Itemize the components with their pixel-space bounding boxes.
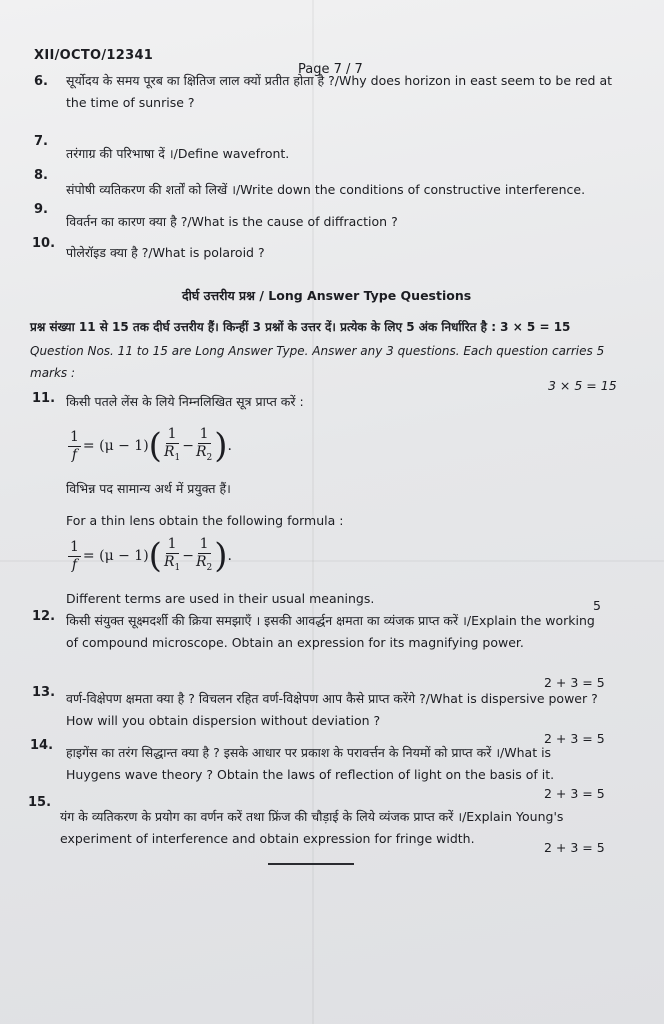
formula-numerator: 1 — [167, 426, 177, 442]
formula-numerator: 1 — [199, 536, 209, 552]
formula-period: . — [227, 548, 232, 565]
question-number: 6. — [34, 74, 48, 89]
formula-numerator: 1 — [167, 536, 177, 552]
section-instruction-hindi: प्रश्न संख्या 11 से 15 तक दीर्घ उत्तरीय हैं। किन्हीं 3 प्रश्नों के उत्तर दें। प्रत्येक के लिए 5 अंक निर्धारित है : 3 × 5 = 15 — [30, 320, 571, 334]
question-number: 10. — [32, 236, 56, 251]
formula-subscript: 2 — [206, 562, 213, 573]
formula-numerator: 1 — [70, 538, 79, 555]
question-text: सूर्योदय के समय पूरब का क्षितिज लाल क्यों प्रतीत होता है ?/Why does horizon in east seem to be red at the time of sunrise ? — [66, 73, 613, 110]
question-text: पोलेरॉइड क्या है ?/What is polaroid ? — [66, 245, 265, 260]
formula-paren-open: ( — [148, 426, 162, 467]
formula-subscript: 1 — [174, 562, 181, 573]
section-instruction-english: Question Nos. 11 to 15 are Long Answer Type. Answer any 3 questions. Each question carries 5 marks : — [30, 344, 605, 380]
question-text: हाइगेंस का तरंग सिद्धान्त क्या है ? इसके आधार पर प्रकाश के परावर्त्तन के नियमों को प्राप्त करें ।/What is Huygens wave theory ? Obtain the laws of reflection of light on the basis of it. — [66, 745, 555, 782]
formula-denominator: f — [71, 446, 78, 463]
lens-formula-english — [66, 536, 232, 577]
question-marks: 2 + 3 = 5 — [544, 731, 605, 746]
paper-code: XII/OCTO/12341 — [34, 48, 154, 63]
question-number: 7. — [34, 134, 48, 149]
page-number: Page 7 / 7 — [298, 62, 363, 77]
section-marks: 3 × 5 = 15 — [548, 378, 617, 393]
formula-r-symbol: R — [195, 554, 207, 570]
question-marks: 2 + 3 = 5 — [544, 840, 605, 855]
question-marks: 2 + 3 = 5 — [544, 675, 605, 690]
formula-subscript: 2 — [206, 452, 213, 463]
question-text: विवर्तन का कारण क्या है ?/What is the cause of diffraction ? — [66, 214, 398, 229]
formula-r2-fraction — [196, 426, 212, 467]
formula-r1-fraction — [164, 536, 180, 577]
question-number: 8. — [34, 168, 48, 183]
section-heading: दीर्घ उत्तरीय प्रश्न / Long Answer Type Questions — [182, 288, 472, 303]
question-number: 9. — [34, 202, 48, 217]
formula-lhs — [68, 539, 81, 574]
question-text: संपोषी व्यतिकरण की शर्तों को लिखें ।/Write down the conditions of constructive interference. — [66, 182, 586, 197]
question-number: 12. — [32, 609, 56, 624]
question-text: वर्ण-विक्षेपण क्षमता क्या है ? विचलन रहित वर्ण-विक्षेपण आप कैसे प्राप्त करेंगे ?/What is dispersive power ? How will you obtain dispersion without deviation ? — [66, 691, 598, 728]
question-number: 15. — [28, 795, 52, 810]
formula-paren-open: ( — [148, 536, 162, 577]
formula-subscript: 1 — [174, 452, 181, 463]
question-text: किसी पतले लेंस के लिये निम्नलिखित सूत्र प्राप्त करें : — [66, 394, 304, 409]
formula-mu-term: = (μ − 1) — [82, 548, 149, 565]
question-text-english: For a thin lens obtain the following formula : — [66, 513, 344, 528]
formula-paren-close: ) — [214, 536, 228, 577]
formula-lhs — [68, 429, 81, 464]
question-text: किसी संयुक्त सूक्ष्मदर्शी की क्रिया समझाएँ । इसकी आवर्द्धन क्षमता का व्यंजक प्राप्त करें ।/Explain the working of compound microscope. Obtain an expression for its magnifying power. — [66, 613, 595, 650]
question-note-hindi: विभिन्न पद सामान्य अर्थ में प्रयुक्त हैं। — [66, 481, 231, 496]
question-number: 14. — [30, 738, 54, 753]
formula-r-symbol: R — [163, 554, 175, 570]
formula-period: . — [227, 438, 232, 455]
formula-r-symbol: R — [195, 444, 207, 460]
question-marks: 5 — [593, 598, 601, 613]
formula-denominator: f — [71, 556, 78, 573]
question-number: 11. — [32, 391, 56, 406]
formula-minus: − — [182, 548, 194, 565]
formula-r1-fraction — [164, 426, 180, 467]
question-text: यंग के व्यतिकरण के प्रयोग का वर्णन करें तथा फ्रिंज की चौड़ाई के लिये व्यंजक प्राप्त करें ।/Explain Young's experiment of interference and obtain expression for fringe width. — [60, 809, 564, 846]
formula-numerator: 1 — [199, 426, 209, 442]
formula-r2-fraction — [196, 536, 212, 577]
question-note-english: Different terms are used in their usual meanings. — [66, 591, 375, 606]
question-text: तरंगाग्र की परिभाषा दें ।/Define wavefront. — [66, 146, 290, 161]
formula-r-symbol: R — [163, 444, 175, 460]
lens-formula — [66, 426, 232, 467]
formula-numerator: 1 — [70, 428, 79, 445]
formula-mu-term: = (μ − 1) — [82, 438, 149, 455]
end-rule — [268, 863, 354, 865]
formula-minus: − — [182, 438, 194, 455]
question-number: 13. — [32, 685, 56, 700]
question-marks: 2 + 3 = 5 — [544, 786, 605, 801]
formula-paren-close: ) — [214, 426, 228, 467]
